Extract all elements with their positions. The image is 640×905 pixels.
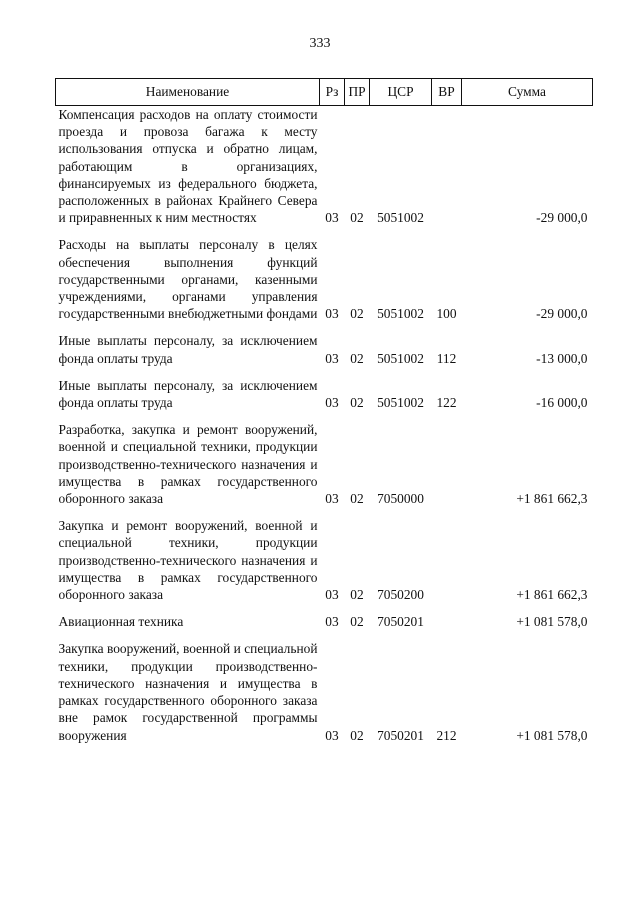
row-pr: 02 xyxy=(350,491,364,507)
row-sum: +1 861 662,3 xyxy=(516,587,588,603)
row-pr: 02 xyxy=(350,614,364,630)
row-sum: -29 000,0 xyxy=(536,306,588,322)
row-pr: 02 xyxy=(350,350,364,366)
row-vr: 112 xyxy=(436,350,457,366)
row-vr: 122 xyxy=(436,395,457,411)
row-name: Авиационная техника xyxy=(58,614,184,630)
row-rz: 03 xyxy=(325,210,339,226)
budget-table xyxy=(55,78,593,744)
page-number: 333 xyxy=(309,36,331,51)
row-spacer xyxy=(56,322,593,332)
row-csr: 7050000 xyxy=(377,491,424,507)
row-rz: 03 xyxy=(325,727,339,743)
row-csr: 7050201 xyxy=(377,614,424,630)
row-csr: 5051002 xyxy=(377,395,424,411)
table-row xyxy=(56,332,593,366)
header-sum: Сумма xyxy=(462,79,593,106)
row-csr: 7050201 xyxy=(377,727,424,743)
table-row xyxy=(56,236,593,322)
row-sum: -16 000,0 xyxy=(536,395,588,411)
row-name: Компенсация расходов на оплату стоимости проезда и провоза багажа к месту использования отпуска и обратно лицам, работающим в организациях, финансируемых из федерального бюджета, расположенных в районах Крайнего Севера и приравненных к ним местностях xyxy=(58,107,318,226)
row-vr xyxy=(432,421,462,507)
row-csr: 5051002 xyxy=(377,350,424,366)
table-row xyxy=(56,377,593,411)
header-rz: Рз xyxy=(320,79,345,106)
header-name: Наименование xyxy=(56,79,320,106)
row-csr: 7050200 xyxy=(377,587,424,603)
row-rz: 03 xyxy=(325,587,339,603)
row-spacer xyxy=(56,603,593,613)
row-pr: 02 xyxy=(350,727,364,743)
row-vr xyxy=(432,517,462,603)
row-name: Разработка, закупка и ремонт вооружений, военной и специальной техники, продукции производственно-технического назначения и имущества в рамках государственного оборонного заказа xyxy=(58,422,318,507)
table-row xyxy=(56,517,593,603)
row-rz: 03 xyxy=(325,614,339,630)
row-csr: 5051002 xyxy=(377,306,424,322)
header-csr: ЦСР xyxy=(370,79,432,106)
table-row xyxy=(56,106,593,227)
row-spacer xyxy=(56,507,593,517)
row-rz: 03 xyxy=(325,395,339,411)
row-sum: +1 861 662,3 xyxy=(516,491,588,507)
row-pr: 02 xyxy=(350,306,364,322)
row-vr xyxy=(432,613,462,630)
row-rz: 03 xyxy=(325,306,339,322)
row-sum: +1 081 578,0 xyxy=(516,727,588,743)
table-row xyxy=(56,640,593,743)
row-pr: 02 xyxy=(350,210,364,226)
row-name: Закупка и ремонт вооружений, военной и специальной техники, продукции производственно-технического назначения и имущества в рамках государственного оборонного заказа xyxy=(58,518,318,603)
row-vr xyxy=(432,106,462,227)
header-pr: ПР xyxy=(345,79,370,106)
row-rz: 03 xyxy=(325,350,339,366)
row-name: Расходы на выплаты персоналу в целях обеспечения выполнения функций государственными органами, казенными учреждениями, органами управления государственными внебюджетными фондами xyxy=(58,237,318,322)
row-vr: 212 xyxy=(436,727,457,743)
row-pr: 02 xyxy=(350,587,364,603)
row-spacer xyxy=(56,226,593,236)
row-spacer xyxy=(56,411,593,421)
row-name: Иные выплаты персоналу, за исключением фонда оплаты труда xyxy=(58,377,318,411)
row-sum: +1 081 578,0 xyxy=(516,614,588,630)
row-name: Иные выплаты персоналу, за исключением фонда оплаты труда xyxy=(58,333,318,366)
row-csr: 5051002 xyxy=(377,210,424,226)
row-name: Закупка вооружений, военной и специальной техники, продукции производственно-технического назначения и имущества в рамках государственного оборонного заказа вне рамок государственной программы вооружения xyxy=(58,641,318,743)
row-pr: 02 xyxy=(350,395,364,411)
row-sum: -13 000,0 xyxy=(536,350,588,366)
table-row xyxy=(56,421,593,507)
table-header-row xyxy=(56,79,593,106)
row-spacer xyxy=(56,630,593,640)
row-vr: 100 xyxy=(436,306,457,322)
table-row xyxy=(56,613,593,630)
row-sum: -29 000,0 xyxy=(536,210,588,226)
row-rz: 03 xyxy=(325,491,339,507)
header-vr: ВР xyxy=(432,79,462,106)
row-spacer xyxy=(56,367,593,377)
